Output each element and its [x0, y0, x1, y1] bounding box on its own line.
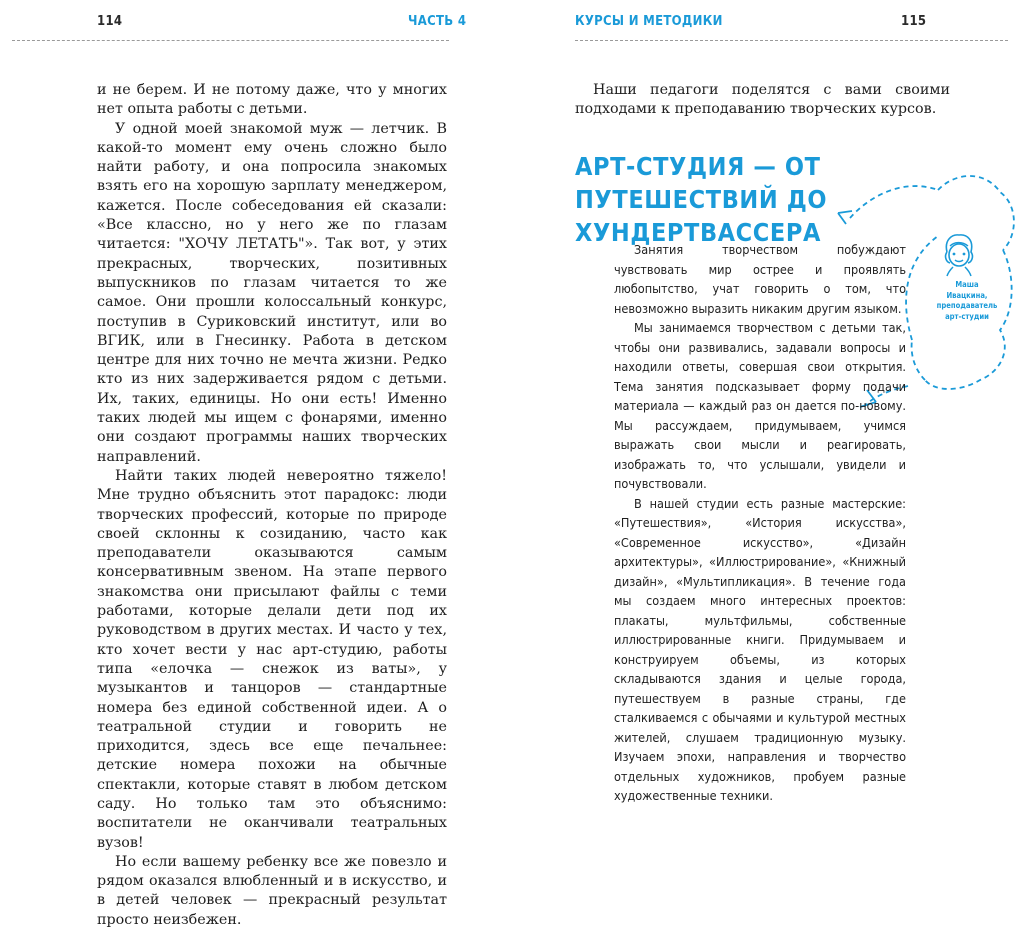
- running-head-left: ЧАСТЬ 4: [408, 14, 467, 29]
- intro-text: [575, 81, 950, 120]
- paragraph: Найти таких людей невероятно тяжело! Мне трудно объяснить этот парадокс: люди творческих профессий, которые по природе своей склонны к созиданию, часто как преподаватели оказываются самым консервативным звеном. На этапе первого знакомства они присылают файлы с теми работами, которые делали дети под их руководством в других местах. И часто у тех, кто хочет вести у нас арт-студию, работы типа «елочка — снежок из ваты», у музыкантов и танцоров — стандартные номера без единой собственной идеи. А о театральной студии и говорить не приходится, здесь все еще печальнее: детские номера похожи на обычные спектакли, которые ставят в любом детском саду. Но только там это объяснимо: воспитатели не оканчивали театральных вузов!: [97, 467, 447, 851]
- running-head-right: КУРСЫ И МЕТОДИКИ: [575, 14, 723, 29]
- left-body-text: [97, 81, 447, 930]
- author-name-line2: Ивацкина,: [946, 290, 988, 300]
- girl-portrait-icon: [938, 232, 980, 278]
- left-page: [0, 0, 511, 928]
- paragraph: Но если вашему ребенку все же повезло и рядом оказался влюбленный и в искусство, и в детей человек — прекрасный результат просто неизбежен.: [97, 853, 447, 928]
- header-rule-left: [12, 40, 449, 41]
- author-role-line1: преподаватель: [936, 301, 998, 310]
- paragraph: Мы занимаемся творчеством с детьми так, чтобы они развивались, задавали вопросы и находили ответы, совершая свои открытия. Тема занятия подсказывает форму подачи материала — каждый раз он дается по-новому. Мы рассуждаем, придумываем, учимся выражать свои мысли и реагировать, изображать то, что услышали, увидели и почувствовали.: [614, 320, 906, 491]
- intro-paragraph: Наши педагоги поделятся с вами своими подходами к преподаванию творческих курсов.: [575, 82, 950, 118]
- author-name-line1: Маша: [955, 280, 979, 289]
- paragraph: В нашей студии есть разные мастерские: «Путешествия», «История искусства», «Современное искусство», «Дизайн архитектуры», «Иллюстрирование», «Книжный дизайн», «Мультипликация». В течение года мы создаем много интересных проектов: плакаты, мультфильмы, собственные иллюстрированные книги. Придумываем и конструируем объемы, из которых складываются здания и целые города, путешествуем в разные страны, где сталкиваемся с обычаями и культурой местных жителей, слушаем традиционную музыку. Изучаем эпохи, направления и творчество отдельных художников, пробуем разные художественные техники.: [614, 495, 906, 803]
- author-caption: [936, 280, 998, 322]
- page-number-right: 115: [901, 14, 927, 29]
- paragraph: и не берем. И не потому даже, что у многих нет опыта работы с детьми.: [97, 82, 447, 118]
- section-heading: АРТ-СТУДИЯ — ОТ ПУТЕШЕСТВИЙ ДО ХУНДЕРТВАССЕРА: [575, 152, 828, 247]
- author-role-line2: арт-студии: [945, 311, 989, 321]
- paragraph: Занятия творчеством побуждают чувствовать мир острее и проявлять любопытство, учат говорить о том, что невозможно выразить никаким другим языком.: [614, 242, 906, 316]
- page-number-left: 114: [97, 14, 123, 29]
- paragraph: У одной моей знакомой муж — летчик. В какой-то момент ему очень сложно было найти работу, и она попросила знакомых взять его на хорошую зарплату менеджером, кажется. После собеседования ей сказали: «Все классно, но у него же по глазам читается: "ХОЧУ ЛЕТАТЬ"». Так вот, у этих прекрасных, творческих, позитивных выпускников по глазам читается то же самое. Они прошли колоссальный конкурс, поступив в Суриковский институт, или во ВГИК, или в Гнесинку. Работа в детском центре для них точно не мечта жизни. Редко кто из них задерживается рядом с детьми. Их, таких, единицы. Но они есть! Именно таких людей мы ищем с фонарями, именно они создают программы наших творческих направлений.: [97, 120, 447, 465]
- header-rule-right: [575, 40, 1008, 41]
- article-body-text: [614, 240, 906, 806]
